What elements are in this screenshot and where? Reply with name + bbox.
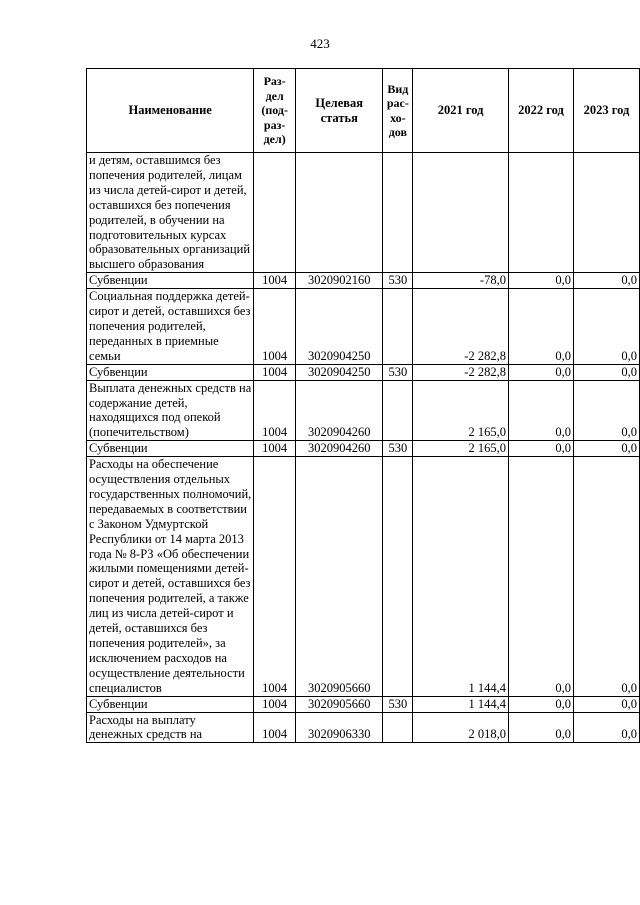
cell-2022: 0,0	[508, 380, 573, 441]
table-row	[87, 289, 640, 365]
cell-2021: 1 144,4	[413, 696, 509, 712]
cell-target: 3020904250	[295, 364, 382, 380]
cell-2023: 0,0	[573, 712, 639, 743]
cell-target: 3020905660	[295, 457, 382, 697]
cell-name: Субвенции	[87, 273, 254, 289]
cell-section: 1004	[254, 273, 296, 289]
cell-target: 3020904260	[295, 441, 382, 457]
table-row	[87, 441, 640, 457]
cell-2022: 0,0	[508, 289, 573, 365]
cell-2023: 0,0	[573, 441, 639, 457]
cell-type: 530	[383, 441, 413, 457]
cell-section	[254, 153, 296, 273]
cell-2023: 0,0	[573, 380, 639, 441]
cell-2021: 2 018,0	[413, 712, 509, 743]
cell-target: 3020904260	[295, 380, 382, 441]
cell-2021: -78,0	[413, 273, 509, 289]
header-2022: 2022 год	[508, 69, 573, 153]
cell-2022: 0,0	[508, 441, 573, 457]
cell-type: 530	[383, 364, 413, 380]
cell-name: Выплата денежных средств на содержание детей, находящихся под опекой (попечительством)	[87, 380, 254, 441]
cell-section: 1004	[254, 380, 296, 441]
cell-2021: 2 165,0	[413, 380, 509, 441]
cell-target	[295, 153, 382, 273]
page-number: 423	[310, 36, 330, 51]
cell-section: 1004	[254, 696, 296, 712]
cell-type	[383, 712, 413, 743]
cell-2021: 2 165,0	[413, 441, 509, 457]
cell-name: и детям, оставшимся без попечения родителей, лицам из числа детей-сирот и детей, оставшихся без попечения родителей, в обучении на подготовительных курсах образовательных организаций высшего образования	[87, 153, 254, 273]
cell-name: Расходы на обеспечение осуществления отдельных государственных полномочий, передаваемых в соответствии с Законом Удмуртской Республики от 14 марта 2013 года № 8-РЗ «Об обеспечении жилыми помещениями детей-сирот и детей, оставшихся без попечения родителей, а также лиц из числа детей-сирот и детей, оставшихся без попечения родителей», за исключением расходов на осуществление деятельности специалистов	[87, 457, 254, 697]
cell-name: Субвенции	[87, 441, 254, 457]
cell-2023: 0,0	[573, 457, 639, 697]
cell-type	[383, 457, 413, 697]
header-2021: 2021 год	[413, 69, 509, 153]
cell-type	[383, 380, 413, 441]
cell-section: 1004	[254, 441, 296, 457]
cell-section: 1004	[254, 289, 296, 365]
cell-2022: 0,0	[508, 696, 573, 712]
cell-2022: 0,0	[508, 364, 573, 380]
cell-2023	[573, 153, 639, 273]
table-row	[87, 273, 640, 289]
header-name: Наименование	[87, 69, 254, 153]
cell-target: 3020904250	[295, 289, 382, 365]
cell-target: 3020905660	[295, 696, 382, 712]
cell-2022	[508, 153, 573, 273]
header-type: Вид рас-хо-дов	[383, 69, 413, 153]
cell-name: Социальная поддержка детей-сирот и детей, оставшихся без попечения родителей, переданных в приемные семьи	[87, 289, 254, 365]
cell-2022: 0,0	[508, 712, 573, 743]
table-header-row	[87, 69, 640, 153]
cell-name: Субвенции	[87, 364, 254, 380]
cell-2023: 0,0	[573, 273, 639, 289]
cell-2021: -2 282,8	[413, 289, 509, 365]
table-row	[87, 457, 640, 697]
cell-type	[383, 289, 413, 365]
cell-2022: 0,0	[508, 457, 573, 697]
cell-section: 1004	[254, 457, 296, 697]
cell-type: 530	[383, 273, 413, 289]
cell-2023: 0,0	[573, 289, 639, 365]
table-row	[87, 364, 640, 380]
cell-2021: -2 282,8	[413, 364, 509, 380]
table-row	[87, 712, 640, 743]
header-target: Целевая статья	[295, 69, 382, 153]
cell-2023: 0,0	[573, 364, 639, 380]
cell-2023: 0,0	[573, 696, 639, 712]
cell-section: 1004	[254, 712, 296, 743]
cell-2021	[413, 153, 509, 273]
cell-2022: 0,0	[508, 273, 573, 289]
cell-type: 530	[383, 696, 413, 712]
cell-name: Расходы на выплату денежных средств на	[87, 712, 254, 743]
cell-target: 3020902160	[295, 273, 382, 289]
table-row	[87, 380, 640, 441]
table-row	[87, 153, 640, 273]
budget-table	[86, 68, 640, 743]
header-section: Раз-дел (под-раз-дел)	[254, 69, 296, 153]
table-row	[87, 696, 640, 712]
header-2023: 2023 год	[573, 69, 639, 153]
cell-target: 3020906330	[295, 712, 382, 743]
cell-type	[383, 153, 413, 273]
cell-section: 1004	[254, 364, 296, 380]
cell-name: Субвенции	[87, 696, 254, 712]
cell-2021: 1 144,4	[413, 457, 509, 697]
